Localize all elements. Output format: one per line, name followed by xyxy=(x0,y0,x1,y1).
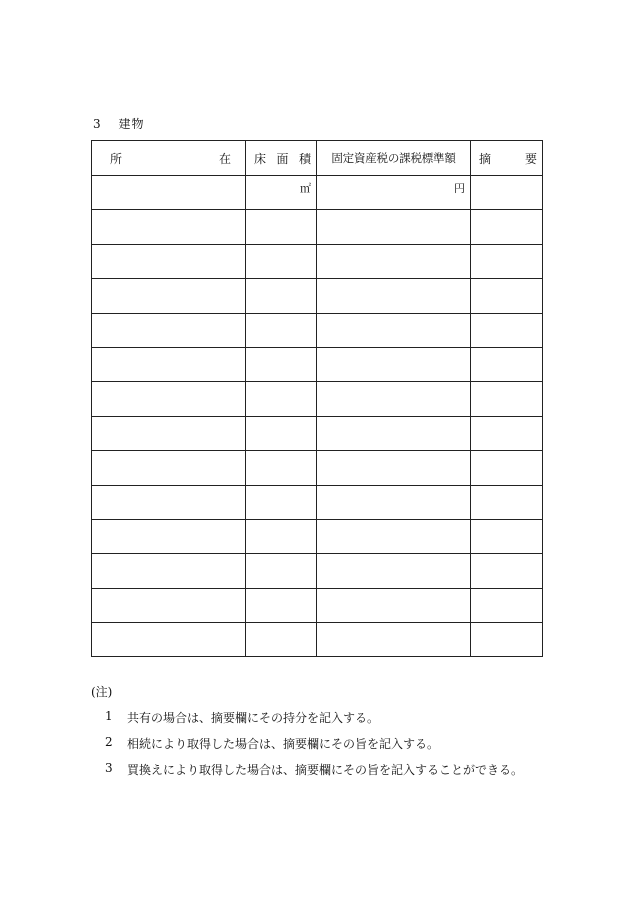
cell-tax-value[interactable] xyxy=(317,519,471,553)
cell-remarks[interactable] xyxy=(471,519,543,553)
table-row xyxy=(92,244,543,278)
cell-location[interactable] xyxy=(92,279,246,313)
cell-tax-value[interactable] xyxy=(317,313,471,347)
cell-floor-area[interactable] xyxy=(246,279,317,313)
section-heading xyxy=(93,115,144,132)
table-row xyxy=(92,279,543,313)
table-row xyxy=(92,416,543,450)
table-row xyxy=(92,347,543,381)
cell-location[interactable] xyxy=(92,176,246,210)
table-header-row xyxy=(92,141,543,176)
cell-floor-area[interactable] xyxy=(246,588,317,622)
cell-tax-value[interactable] xyxy=(317,416,471,450)
cell-floor-area[interactable] xyxy=(246,623,317,657)
table-row xyxy=(92,451,543,485)
cell-floor-area[interactable] xyxy=(246,347,317,381)
cell-location[interactable] xyxy=(92,347,246,381)
cell-tax-value[interactable] xyxy=(317,554,471,588)
cell-remarks[interactable] xyxy=(471,416,543,450)
cell-remarks[interactable] xyxy=(471,244,543,278)
table-row xyxy=(92,519,543,553)
cell-remarks[interactable] xyxy=(471,210,543,244)
cell-location[interactable] xyxy=(92,313,246,347)
note-number: 2 xyxy=(105,735,113,749)
cell-remarks[interactable] xyxy=(471,623,543,657)
cell-tax-value[interactable] xyxy=(317,244,471,278)
header-floor-area-char: 積 xyxy=(298,151,311,166)
cell-tax-value[interactable] xyxy=(317,210,471,244)
header-tax-value xyxy=(317,141,471,176)
table-row xyxy=(92,210,543,244)
table-row xyxy=(92,313,543,347)
cell-tax-value[interactable] xyxy=(317,451,471,485)
note-text: 相続により取得した場合は、摘要欄にその旨を記入する。 xyxy=(127,737,440,751)
header-floor-area-char: 面 xyxy=(276,151,289,166)
cell-floor-area[interactable] xyxy=(246,451,317,485)
table-row xyxy=(92,485,543,519)
cell-location[interactable] xyxy=(92,382,246,416)
header-location-char: 在 xyxy=(218,151,231,166)
note-number: 3 xyxy=(105,761,113,775)
cell-location[interactable] xyxy=(92,485,246,519)
table-row xyxy=(92,176,543,210)
cell-floor-area[interactable] xyxy=(246,554,317,588)
cell-tax-value[interactable] xyxy=(317,588,471,622)
cell-remarks[interactable] xyxy=(471,588,543,622)
section-number: 3 xyxy=(93,117,102,131)
unit-square-meter: ㎡ xyxy=(300,182,311,195)
cell-location[interactable] xyxy=(92,554,246,588)
header-remarks-char: 摘 xyxy=(479,151,492,166)
notes-heading: (注) xyxy=(91,685,113,699)
cell-floor-area[interactable] xyxy=(246,210,317,244)
cell-floor-area[interactable] xyxy=(246,176,317,210)
section-title: 建物 xyxy=(118,117,145,131)
cell-remarks[interactable] xyxy=(471,382,543,416)
note-item xyxy=(105,735,523,752)
header-location-char: 所 xyxy=(110,151,123,166)
notes-section xyxy=(91,683,523,787)
cell-tax-value[interactable] xyxy=(317,485,471,519)
note-item xyxy=(105,709,523,726)
cell-floor-area[interactable] xyxy=(246,382,317,416)
table-row xyxy=(92,588,543,622)
note-text: 共有の場合は、摘要欄にその持分を記入する。 xyxy=(127,711,380,725)
cell-tax-value[interactable] xyxy=(317,279,471,313)
cell-location[interactable] xyxy=(92,519,246,553)
cell-tax-value[interactable] xyxy=(317,382,471,416)
unit-yen: 円 xyxy=(454,182,465,195)
cell-floor-area[interactable] xyxy=(246,416,317,450)
note-number: 1 xyxy=(105,709,113,723)
building-table xyxy=(91,140,543,657)
cell-location[interactable] xyxy=(92,416,246,450)
cell-location[interactable] xyxy=(92,451,246,485)
cell-location[interactable] xyxy=(92,210,246,244)
cell-tax-value[interactable] xyxy=(317,347,471,381)
cell-location[interactable] xyxy=(92,623,246,657)
cell-remarks[interactable] xyxy=(471,554,543,588)
header-floor-area-char: 床 xyxy=(254,151,267,166)
table-body xyxy=(92,176,543,657)
cell-remarks[interactable] xyxy=(471,347,543,381)
cell-tax-value[interactable] xyxy=(317,623,471,657)
table-row xyxy=(92,382,543,416)
cell-remarks[interactable] xyxy=(471,176,543,210)
cell-remarks[interactable] xyxy=(471,313,543,347)
cell-remarks[interactable] xyxy=(471,485,543,519)
cell-location[interactable] xyxy=(92,588,246,622)
header-tax-value-label: 固定資産税の課税標準額 xyxy=(331,151,456,165)
cell-floor-area[interactable] xyxy=(246,485,317,519)
cell-floor-area[interactable] xyxy=(246,519,317,553)
cell-floor-area[interactable] xyxy=(246,313,317,347)
note-text: 買換えにより取得した場合は、摘要欄にその旨を記入することができる。 xyxy=(127,763,524,777)
cell-floor-area[interactable] xyxy=(246,244,317,278)
cell-remarks[interactable] xyxy=(471,279,543,313)
header-floor-area xyxy=(246,141,317,176)
cell-remarks[interactable] xyxy=(471,451,543,485)
note-item xyxy=(105,761,523,778)
cell-tax-value[interactable] xyxy=(317,176,471,210)
cell-location[interactable] xyxy=(92,244,246,278)
header-remarks-char: 要 xyxy=(524,151,537,166)
table-row xyxy=(92,554,543,588)
header-location xyxy=(92,141,246,176)
header-remarks xyxy=(471,141,543,176)
table-row xyxy=(92,623,543,657)
